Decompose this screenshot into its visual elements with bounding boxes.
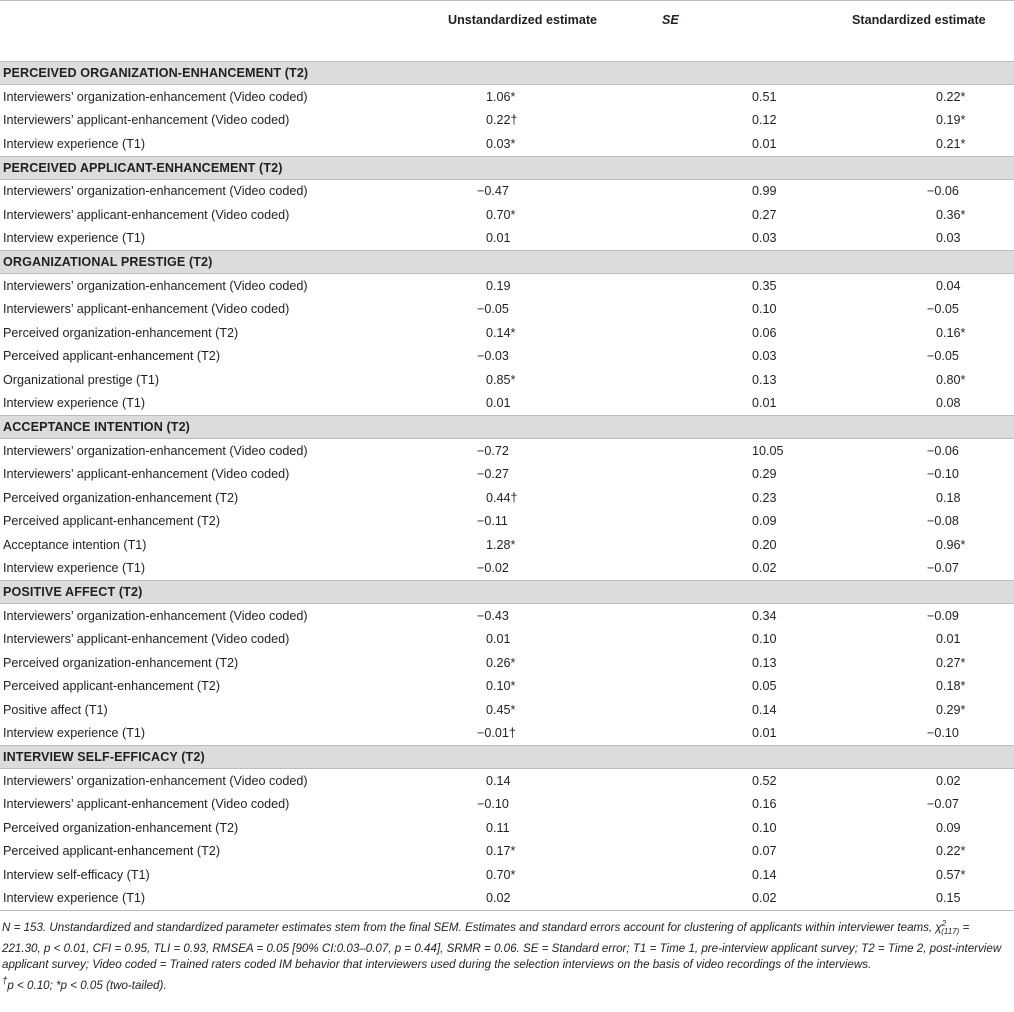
unstandardized-estimate <box>448 109 662 133</box>
standardized-estimate <box>852 368 1014 392</box>
row-label-value: Interviewers’ organization-enhancement (Video coded) <box>3 89 308 104</box>
row-label-value: Interviewers’ applicant-enhancement (Video coded) <box>3 207 290 222</box>
table-row <box>0 368 1014 392</box>
unstandardized-estimate <box>448 557 662 581</box>
standardized-estimate <box>852 698 1014 722</box>
unstandardized-estimate-value: 0.45* <box>486 702 516 717</box>
row-label-value: Interview experience (T1) <box>3 396 146 411</box>
standard-error <box>662 227 852 251</box>
row-label <box>0 274 448 298</box>
section-title: POSITIVE AFFECT (T2) <box>0 581 1014 604</box>
standard-error-value: 0.12 <box>752 113 777 128</box>
unstandardized-estimate-value: −0.27 <box>477 467 509 482</box>
section-header <box>0 62 1014 85</box>
standardized-estimate-value: −0.08 <box>927 514 959 529</box>
standardized-estimate <box>852 132 1014 156</box>
row-label <box>0 132 448 156</box>
row-label-value: Perceived organization-enhancement (T2) <box>3 820 239 835</box>
standardized-estimate-value: 0.96* <box>936 537 966 552</box>
standard-error <box>662 698 852 722</box>
standard-error <box>662 863 852 887</box>
row-label-value: Interview experience (T1) <box>3 231 146 246</box>
table-row <box>0 769 1014 793</box>
row-label-value: Interview experience (T1) <box>3 136 146 151</box>
standardized-estimate <box>852 321 1014 345</box>
standardized-estimate-value: 0.15 <box>936 891 961 906</box>
unstandardized-estimate-value: 0.70* <box>486 867 516 882</box>
unstandardized-estimate-value: 0.19 <box>486 278 511 293</box>
unstandardized-estimate-value: 0.70* <box>486 207 516 222</box>
section-title: PERCEIVED ORGANIZATION-ENHANCEMENT (T2) <box>0 62 1014 85</box>
row-label-value: Interviewers’ applicant-enhancement (Video coded) <box>3 797 290 812</box>
row-label-value: Interviewers’ applicant-enhancement (Video coded) <box>3 632 290 647</box>
table-row <box>0 203 1014 227</box>
chi-square-sup: 2 <box>941 919 947 928</box>
table-row <box>0 179 1014 203</box>
standard-error <box>662 651 852 675</box>
standardized-estimate <box>852 863 1014 887</box>
unstandardized-estimate-value: −0.02 <box>477 561 509 576</box>
standardized-estimate-value: −0.07 <box>927 561 959 576</box>
row-label <box>0 345 448 369</box>
row-label-value: Interview experience (T1) <box>3 726 146 741</box>
unstandardized-estimate-value: 1.28* <box>486 537 516 552</box>
row-label <box>0 769 448 793</box>
row-label <box>0 675 448 699</box>
unstandardized-estimate <box>448 486 662 510</box>
row-label-value: Acceptance intention (T1) <box>3 537 147 552</box>
unstandardized-estimate <box>448 863 662 887</box>
row-label <box>0 439 448 463</box>
standard-error <box>662 604 852 628</box>
unstandardized-estimate-value: 0.03* <box>486 136 516 151</box>
table-row <box>0 533 1014 557</box>
standardized-estimate-value: 0.29* <box>936 702 966 717</box>
unstandardized-estimate <box>448 274 662 298</box>
unstandardized-estimate <box>448 628 662 652</box>
standard-error-value: 0.10 <box>752 820 777 835</box>
unstandardized-estimate <box>448 179 662 203</box>
standard-error <box>662 109 852 133</box>
standardized-estimate <box>852 463 1014 487</box>
section-title: INTERVIEW SELF-EFFICACY (T2) <box>0 746 1014 769</box>
standard-error-value: 0.99 <box>752 184 777 199</box>
unstandardized-estimate-value: 1.06* <box>486 89 516 104</box>
unstandardized-estimate-value: −0.01† <box>477 726 516 741</box>
standardized-estimate-value: 0.21* <box>936 136 966 151</box>
standard-error <box>662 533 852 557</box>
row-label-value: Interviewers’ organization-enhancement (Video coded) <box>3 184 308 199</box>
table-footnote <box>0 911 1012 974</box>
table-row <box>0 816 1014 840</box>
section-title: ORGANIZATIONAL PRESTIGE (T2) <box>0 251 1014 274</box>
unstandardized-estimate <box>448 840 662 864</box>
standardized-estimate-value: −0.05 <box>927 302 959 317</box>
standard-error <box>662 722 852 746</box>
unstandardized-estimate-value: 0.14 <box>486 773 511 788</box>
unstandardized-estimate <box>448 675 662 699</box>
standard-error-value: 0.27 <box>752 207 777 222</box>
row-label-value: Interviewers’ applicant-enhancement (Video coded) <box>3 467 290 482</box>
standard-error-value: 0.13 <box>752 372 777 387</box>
standard-error <box>662 392 852 416</box>
unstandardized-estimate-value: 0.85* <box>486 372 516 387</box>
standard-error-value: 0.13 <box>752 655 777 670</box>
standard-error-value: 0.23 <box>752 490 777 505</box>
standard-error-value: 0.34 <box>752 608 777 623</box>
standardized-estimate <box>852 298 1014 322</box>
table-row <box>0 392 1014 416</box>
table-header <box>0 1 1014 62</box>
row-label-value: Perceived applicant-enhancement (T2) <box>3 349 221 364</box>
standardized-estimate-value: 0.36* <box>936 207 966 222</box>
standardized-estimate <box>852 179 1014 203</box>
standard-error-value: 0.51 <box>752 89 777 104</box>
row-label <box>0 816 448 840</box>
row-label-value: Perceived organization-enhancement (T2) <box>3 655 239 670</box>
standardized-estimate-value: −0.10 <box>927 726 959 741</box>
standardized-estimate-value: 0.02 <box>936 773 961 788</box>
significance-note <box>0 974 1014 994</box>
standard-error <box>662 298 852 322</box>
standardized-estimate-value: −0.06 <box>927 443 959 458</box>
standard-error <box>662 274 852 298</box>
unstandardized-estimate <box>448 227 662 251</box>
standardized-estimate-value: 0.04 <box>936 278 961 293</box>
standardized-estimate-value: 0.08 <box>936 396 961 411</box>
chi-square-symbol: χ <box>935 920 942 934</box>
standardized-estimate-value: 0.19* <box>936 113 966 128</box>
row-label <box>0 793 448 817</box>
row-label-value: Perceived organization-enhancement (T2) <box>3 490 239 505</box>
row-label <box>0 486 448 510</box>
row-label <box>0 863 448 887</box>
unstandardized-estimate-value: 0.02 <box>486 891 511 906</box>
unstandardized-estimate-value: 0.17* <box>486 844 516 859</box>
table-row <box>0 604 1014 628</box>
standardized-estimate <box>852 274 1014 298</box>
table-row <box>0 132 1014 156</box>
standardized-estimate <box>852 85 1014 109</box>
dagger-symbol: † <box>2 975 8 987</box>
standard-error <box>662 675 852 699</box>
standard-error <box>662 510 852 534</box>
standardized-estimate-value: 0.16* <box>936 325 966 340</box>
unstandardized-estimate <box>448 439 662 463</box>
standard-error <box>662 463 852 487</box>
row-label <box>0 392 448 416</box>
table-row <box>0 298 1014 322</box>
standard-error-value: 0.02 <box>752 891 777 906</box>
row-label <box>0 85 448 109</box>
row-label-value: Interviewers’ organization-enhancement (Video coded) <box>3 608 308 623</box>
unstandardized-estimate <box>448 793 662 817</box>
standard-error-value: 10.05 <box>752 443 784 458</box>
standardized-estimate-value: −0.07 <box>927 797 959 812</box>
table-body <box>0 62 1014 911</box>
standard-error-value: 0.07 <box>752 844 777 859</box>
unstandardized-estimate <box>448 85 662 109</box>
standardized-estimate-value: 0.18* <box>936 679 966 694</box>
row-label-value: Perceived applicant-enhancement (T2) <box>3 679 221 694</box>
row-label <box>0 604 448 628</box>
standard-error <box>662 321 852 345</box>
table-row <box>0 463 1014 487</box>
table-row <box>0 793 1014 817</box>
standardized-estimate-value: 0.03 <box>936 231 961 246</box>
unstandardized-estimate-value: 0.01 <box>486 396 511 411</box>
standard-error-value: 0.10 <box>752 302 777 317</box>
unstandardized-estimate-value: 0.10* <box>486 679 516 694</box>
standard-error-value: 0.52 <box>752 773 777 788</box>
row-label-value: Interviewers’ organization-enhancement (Video coded) <box>3 278 308 293</box>
header-standardized: Standardized estimate <box>852 1 1014 62</box>
unstandardized-estimate <box>448 604 662 628</box>
row-label-value: Interview experience (T1) <box>3 891 146 906</box>
standard-error-value: 0.20 <box>752 537 777 552</box>
table-row <box>0 227 1014 251</box>
unstandardized-estimate <box>448 510 662 534</box>
unstandardized-estimate <box>448 887 662 911</box>
row-label <box>0 628 448 652</box>
table-row <box>0 85 1014 109</box>
standard-error <box>662 793 852 817</box>
unstandardized-estimate <box>448 298 662 322</box>
unstandardized-estimate <box>448 392 662 416</box>
standardized-estimate <box>852 533 1014 557</box>
standardized-estimate <box>852 345 1014 369</box>
section-header <box>0 251 1014 274</box>
standard-error-value: 0.03 <box>752 231 777 246</box>
standardized-estimate <box>852 793 1014 817</box>
standard-error-value: 0.06 <box>752 325 777 340</box>
standardized-estimate <box>852 439 1014 463</box>
standardized-estimate-value: 0.57* <box>936 867 966 882</box>
standardized-estimate <box>852 392 1014 416</box>
unstandardized-estimate-value: 0.26* <box>486 655 516 670</box>
table-row <box>0 840 1014 864</box>
standard-error <box>662 816 852 840</box>
unstandardized-estimate-value: 0.01 <box>486 231 511 246</box>
row-label-value: Interviewers’ applicant-enhancement (Video coded) <box>3 302 290 317</box>
table-row <box>0 109 1014 133</box>
row-label-value: Interview experience (T1) <box>3 561 146 576</box>
standard-error <box>662 769 852 793</box>
chi-square-sub: (117) <box>941 927 960 937</box>
standardized-estimate <box>852 557 1014 581</box>
table-row <box>0 722 1014 746</box>
section-header <box>0 746 1014 769</box>
standardized-estimate <box>852 109 1014 133</box>
standardized-estimate <box>852 675 1014 699</box>
standard-error <box>662 179 852 203</box>
row-label <box>0 321 448 345</box>
table-row <box>0 675 1014 699</box>
unstandardized-estimate <box>448 203 662 227</box>
standard-error-value: 0.14 <box>752 867 777 882</box>
standard-error-value: 0.03 <box>752 349 777 364</box>
standard-error <box>662 486 852 510</box>
standard-error-value: 0.05 <box>752 679 777 694</box>
row-label <box>0 179 448 203</box>
standard-error <box>662 557 852 581</box>
section-title: PERCEIVED APPLICANT-ENHANCEMENT (T2) <box>0 156 1014 179</box>
standardized-estimate <box>852 887 1014 911</box>
row-label-value: Positive affect (T1) <box>3 702 108 717</box>
standard-error <box>662 132 852 156</box>
unstandardized-estimate <box>448 651 662 675</box>
row-label <box>0 298 448 322</box>
table-row <box>0 557 1014 581</box>
row-label-value: Perceived organization-enhancement (T2) <box>3 325 239 340</box>
row-label <box>0 840 448 864</box>
standard-error-value: 0.09 <box>752 514 777 529</box>
unstandardized-estimate-value: 0.22† <box>486 113 518 128</box>
row-label <box>0 109 448 133</box>
unstandardized-estimate <box>448 816 662 840</box>
standard-error-value: 0.10 <box>752 632 777 647</box>
footnote-text-1: N = 153. Unstandardized and standardized parameter estimates stem from the final SEM. Estimates and standard errors account for clustering of applicants within interviewer teams, <box>2 920 936 934</box>
standardized-estimate <box>852 604 1014 628</box>
unstandardized-estimate <box>448 463 662 487</box>
standardized-estimate-value: −0.05 <box>927 349 959 364</box>
table-row <box>0 439 1014 463</box>
unstandardized-estimate <box>448 345 662 369</box>
footnote-text-2: = 221.30, p < 0.01, CFI = 0.95, TLI = 0.93, RMSEA = 0.05 [90% CI:0.03–0.07, p = 0.44], SRMR = 0.06. SE = Standard error; T1 = Time 1, pre-interview applicant survey; T2 = Time 2, post-interview applicant survey; Video coded = Trained raters coded IM behavior that interviewers used during the selection interviews on the basis of video recordings of the interviews. <box>2 920 1002 972</box>
unstandardized-estimate-value: 0.11 <box>486 820 510 835</box>
standardized-estimate-value: 0.18 <box>936 490 961 505</box>
unstandardized-estimate-value: −0.03 <box>477 349 509 364</box>
standard-error <box>662 368 852 392</box>
section-title: ACCEPTANCE INTENTION (T2) <box>0 416 1014 439</box>
unstandardized-estimate-value: −0.05 <box>477 302 509 317</box>
table-row <box>0 510 1014 534</box>
standard-error-value: 0.14 <box>752 702 777 717</box>
row-label-value: Interviewers’ applicant-enhancement (Video coded) <box>3 113 290 128</box>
row-label-value: Organizational prestige (T1) <box>3 372 160 387</box>
unstandardized-estimate-value: −0.11 <box>477 514 508 529</box>
unstandardized-estimate-value: −0.72 <box>477 443 509 458</box>
unstandardized-estimate-value: 0.44† <box>486 490 518 505</box>
standardized-estimate-value: 0.01 <box>936 632 961 647</box>
row-label <box>0 533 448 557</box>
unstandardized-estimate <box>448 321 662 345</box>
table-row <box>0 628 1014 652</box>
standard-error-value: 0.01 <box>752 396 777 411</box>
standardized-estimate-value: −0.10 <box>927 467 959 482</box>
standard-error <box>662 628 852 652</box>
standard-error-value: 0.01 <box>752 726 777 741</box>
significance-text: p < 0.10; *p < 0.05 (two-tailed). <box>7 978 167 992</box>
unstandardized-estimate <box>448 698 662 722</box>
standard-error <box>662 840 852 864</box>
unstandardized-estimate <box>448 533 662 557</box>
standard-error <box>662 887 852 911</box>
table-row <box>0 274 1014 298</box>
unstandardized-estimate <box>448 769 662 793</box>
section-header <box>0 156 1014 179</box>
table-row <box>0 887 1014 911</box>
standard-error-value: 0.29 <box>752 467 777 482</box>
row-label <box>0 557 448 581</box>
unstandardized-estimate-value: 0.14* <box>486 325 516 340</box>
unstandardized-estimate-value: −0.10 <box>477 797 509 812</box>
table-row <box>0 698 1014 722</box>
row-label <box>0 887 448 911</box>
standard-error-value: 0.16 <box>752 797 777 812</box>
standard-error-value: 0.02 <box>752 561 777 576</box>
header-unstandardized: Unstandardized estimate <box>448 1 662 62</box>
row-label-value: Interviewers’ organization-enhancement (Video coded) <box>3 443 308 458</box>
standardized-estimate <box>852 227 1014 251</box>
standardized-estimate <box>852 816 1014 840</box>
standardized-estimate-value: 0.22* <box>936 844 966 859</box>
row-label <box>0 463 448 487</box>
standardized-estimate-value: 0.27* <box>936 655 966 670</box>
standardized-estimate <box>852 769 1014 793</box>
table-row <box>0 345 1014 369</box>
row-label-value: Interview self-efficacy (T1) <box>3 867 150 882</box>
standardized-estimate <box>852 722 1014 746</box>
standard-error <box>662 85 852 109</box>
unstandardized-estimate <box>448 132 662 156</box>
header-se-text: SE <box>662 13 679 27</box>
standardized-estimate-value: −0.06 <box>927 184 959 199</box>
row-label-value: Perceived applicant-enhancement (T2) <box>3 844 221 859</box>
standardized-estimate <box>852 486 1014 510</box>
unstandardized-estimate-value: −0.47 <box>477 184 509 199</box>
row-label <box>0 510 448 534</box>
row-label <box>0 722 448 746</box>
standardized-estimate <box>852 651 1014 675</box>
standardized-estimate <box>852 203 1014 227</box>
table-row <box>0 321 1014 345</box>
unstandardized-estimate <box>448 368 662 392</box>
standardized-estimate-value: 0.22* <box>936 89 966 104</box>
standardized-estimate <box>852 840 1014 864</box>
header-label-column <box>0 1 448 62</box>
standard-error <box>662 345 852 369</box>
standardized-estimate-value: 0.80* <box>936 372 966 387</box>
row-label <box>0 651 448 675</box>
table-row <box>0 863 1014 887</box>
standardized-estimate <box>852 628 1014 652</box>
table-row <box>0 486 1014 510</box>
unstandardized-estimate-value: −0.43 <box>477 608 509 623</box>
row-label <box>0 227 448 251</box>
row-label <box>0 368 448 392</box>
standard-error-value: 0.35 <box>752 278 777 293</box>
section-header <box>0 416 1014 439</box>
unstandardized-estimate-value: 0.01 <box>486 632 511 647</box>
header-se <box>662 1 852 62</box>
section-header <box>0 581 1014 604</box>
row-label-value: Perceived applicant-enhancement (T2) <box>3 514 221 529</box>
row-label <box>0 698 448 722</box>
standard-error <box>662 439 852 463</box>
unstandardized-estimate <box>448 722 662 746</box>
standard-error <box>662 203 852 227</box>
standardized-estimate <box>852 510 1014 534</box>
standardized-estimate-value: −0.09 <box>927 608 959 623</box>
standardized-estimate-value: 0.09 <box>936 820 961 835</box>
standard-error-value: 0.01 <box>752 136 777 151</box>
row-label <box>0 203 448 227</box>
table-row <box>0 651 1014 675</box>
row-label-value: Interviewers’ organization-enhancement (Video coded) <box>3 773 308 788</box>
